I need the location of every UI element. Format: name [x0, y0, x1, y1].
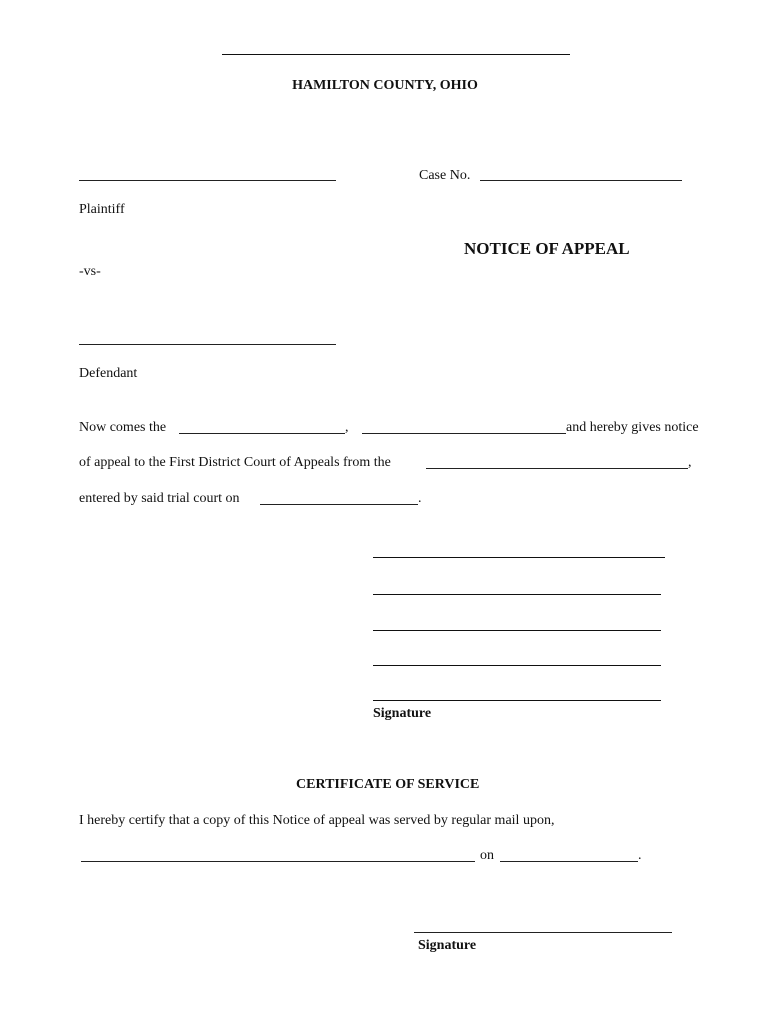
- attorney-phone-line[interactable]: [373, 700, 661, 701]
- attorney-city-line[interactable]: [373, 665, 661, 666]
- document-title: NOTICE OF APPEAL: [464, 239, 630, 258]
- body-period: .: [418, 491, 422, 506]
- on-label: on: [480, 848, 494, 863]
- entered-on-text: entered by said trial court on: [79, 491, 240, 506]
- service-date-line[interactable]: [500, 861, 638, 862]
- certificate-signature-label: Signature: [418, 938, 477, 953]
- party-type-line[interactable]: [179, 433, 345, 434]
- defendant-label: Defendant: [79, 366, 138, 381]
- judgment-line[interactable]: [426, 468, 688, 469]
- signature-label: Signature: [373, 706, 432, 721]
- certificate-signature-line[interactable]: [414, 932, 672, 933]
- attorney-signature-line[interactable]: [373, 557, 665, 558]
- plaintiff-name-line[interactable]: [79, 180, 336, 181]
- body-comma-1: ,: [345, 420, 349, 435]
- court-name-line[interactable]: [222, 54, 570, 55]
- versus-label: -vs-: [79, 264, 101, 279]
- certificate-statement: I hereby certify that a copy of this Notice of appeal was served by regular mail upon,: [79, 813, 555, 828]
- gives-notice-text: and hereby gives notice: [566, 420, 699, 435]
- served-party-line[interactable]: [81, 861, 475, 862]
- certificate-heading: CERTIFICATE OF SERVICE: [296, 777, 480, 792]
- case-number-label: Case No.: [419, 168, 471, 183]
- body-comma-2: ,: [688, 455, 692, 470]
- certificate-period: .: [638, 848, 642, 863]
- plaintiff-label: Plaintiff: [79, 202, 125, 217]
- defendant-name-line[interactable]: [79, 344, 336, 345]
- county-heading: HAMILTON COUNTY, OHIO: [292, 78, 478, 93]
- now-comes-text: Now comes the: [79, 420, 167, 435]
- entry-date-line[interactable]: [260, 504, 418, 505]
- case-number-line[interactable]: [480, 180, 682, 181]
- appeal-from-text: of appeal to the First District Court of Appeals from the: [79, 455, 391, 470]
- attorney-address-line[interactable]: [373, 630, 661, 631]
- party-name-line[interactable]: [362, 433, 566, 434]
- attorney-name-line[interactable]: [373, 594, 661, 595]
